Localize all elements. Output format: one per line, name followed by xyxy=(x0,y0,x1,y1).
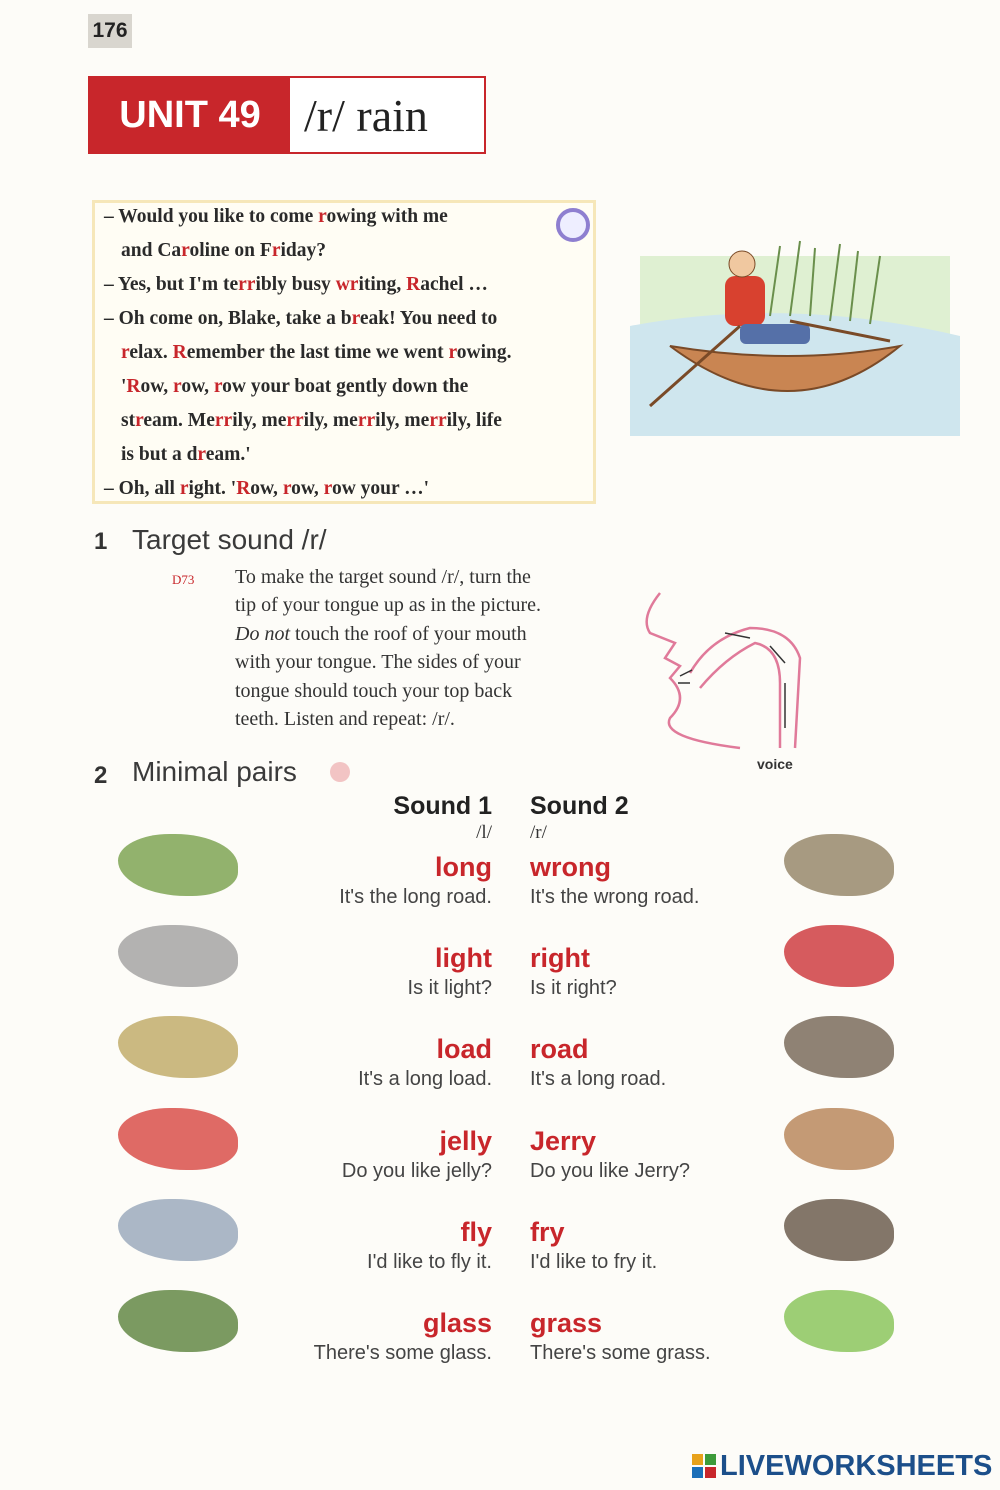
unit-label: UNIT 49 xyxy=(90,78,290,152)
instruction-line: with your tongue. The sides of your xyxy=(235,651,521,674)
sound-1-sentence: Is it light? xyxy=(407,977,492,1000)
brand-name: LIVEWORKSHEETS xyxy=(720,1450,993,1482)
frying-pan-icon xyxy=(784,1199,894,1261)
dialogue-line: stream. Merrily, merrily, merrily, merrily, life xyxy=(121,410,502,431)
instruction-line: teeth. Listen and repeat: /r/. xyxy=(235,708,455,730)
sound-2-sentence: Do you like Jerry? xyxy=(530,1159,691,1182)
sound-1-word: fly xyxy=(460,1216,492,1247)
lost-couple-icon xyxy=(784,834,894,896)
sound-2-sentence: Is it right? xyxy=(530,977,617,1000)
feather-icon xyxy=(118,925,238,987)
dialogue-line: and Caroline on Friday? xyxy=(121,240,326,261)
sound-2-word: fry xyxy=(530,1216,565,1247)
section-1-number: 1 xyxy=(94,528,108,555)
sound-2-word: grass xyxy=(530,1308,603,1338)
sound-1-word: long xyxy=(435,852,492,882)
airplane-icon xyxy=(118,1199,238,1261)
instruction-line: To make the target sound /r/, turn the xyxy=(235,566,531,588)
sound-2-word: wrong xyxy=(530,852,611,882)
section-2-title: Minimal pairs xyxy=(132,756,297,787)
sum-icon xyxy=(784,925,894,987)
sound-1-sentence: I'd like to fly it. xyxy=(367,1250,492,1273)
broken-glass-icon xyxy=(118,1290,238,1352)
instruction-line: tongue should touch your top back xyxy=(235,679,513,702)
truck-icon xyxy=(118,1016,238,1078)
diagram-label-voice: voice xyxy=(757,756,793,772)
sound-1-sentence: There's some glass. xyxy=(313,1342,492,1364)
sound-2-ipa: /r/ xyxy=(530,822,547,843)
dialogue-line: – Oh, all right. 'Row, row, row your …' xyxy=(104,478,430,499)
grass-icon xyxy=(784,1290,894,1352)
sound-2-heading: Sound 2 xyxy=(530,792,629,820)
lettuce-icon xyxy=(118,834,238,896)
sound-1-ipa: /l/ xyxy=(476,822,492,843)
track-code: D73 xyxy=(172,572,195,587)
tunnel-road-icon xyxy=(784,1016,894,1078)
sound-2-word: Jerry xyxy=(530,1125,597,1156)
section-2-number: 2 xyxy=(94,762,108,789)
unit-title: /r/ rain xyxy=(304,89,428,141)
sound-1-sentence: It's the long road. xyxy=(339,886,492,908)
audio-cd-icon[interactable] xyxy=(556,208,590,242)
sound-1-heading: Sound 1 xyxy=(393,792,492,820)
sound-1-word: light xyxy=(435,943,492,974)
children-icon xyxy=(784,1108,894,1170)
dialogue-line: 'Row, row, row your boat gently down the xyxy=(121,376,469,397)
sound-2-sentence: It's the wrong road. xyxy=(530,886,700,908)
instruction-line: Do not touch the roof of your mouth xyxy=(235,622,527,645)
dialogue-line: – Yes, but I'm terribly busy writing, Rachel … xyxy=(104,274,488,295)
sound-2-word: road xyxy=(530,1034,589,1065)
sound-2-sentence: There's some grass. xyxy=(530,1342,711,1364)
instruction-line: tip of your tongue up as in the picture. xyxy=(235,594,542,617)
sound-2-sentence: I'd like to fry it. xyxy=(530,1250,658,1273)
liveworksheets-logo-icon xyxy=(692,1454,716,1478)
jelly-icon xyxy=(118,1108,238,1170)
page-number: 176 xyxy=(88,14,132,48)
dialogue-line: relax. Remember the last time we went rowing. xyxy=(121,342,512,363)
sound-1-word: glass xyxy=(422,1308,492,1338)
section-1-title: Target sound /r/ xyxy=(132,524,327,555)
dialogue-line: is but a dream.' xyxy=(121,444,251,465)
sound-2-word: right xyxy=(530,943,590,974)
tongue-position-diagram xyxy=(630,588,810,758)
sound-1-word: jelly xyxy=(439,1125,492,1156)
sound-1-word: load xyxy=(436,1034,492,1065)
audio-icon[interactable] xyxy=(330,762,350,782)
rowing-boat-illustration xyxy=(630,236,960,436)
sound-2-sentence: It's a long road. xyxy=(530,1068,667,1091)
unit-header xyxy=(88,76,486,154)
dialogue-line: – Oh come on, Blake, take a break! You need to xyxy=(104,308,498,329)
dialogue-line: – Would you like to come rowing with me xyxy=(104,206,448,227)
sound-1-sentence: It's a long load. xyxy=(358,1068,492,1091)
sound-1-sentence: Do you like jelly? xyxy=(341,1159,492,1182)
